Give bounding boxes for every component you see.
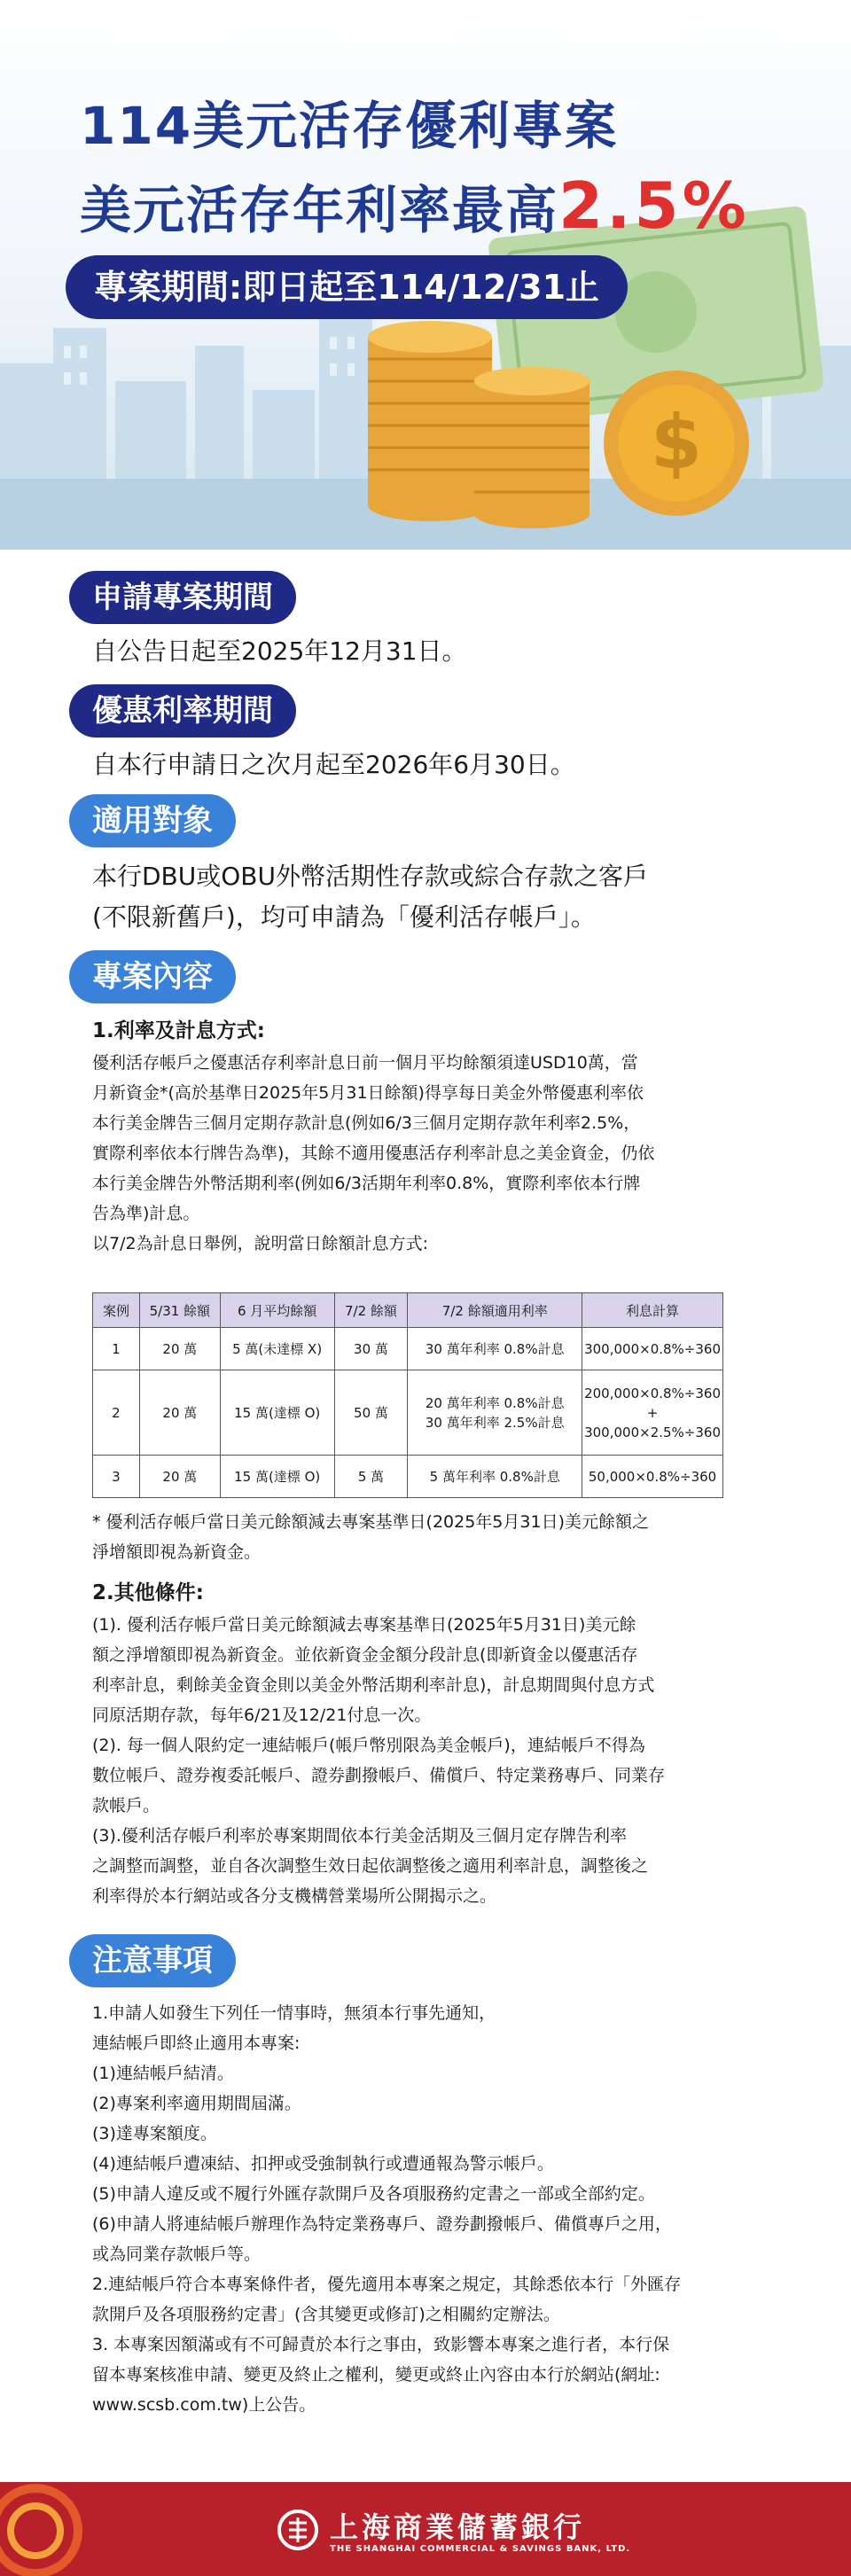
coin-stack-large	[368, 321, 492, 521]
coin-stack-small	[474, 367, 589, 528]
bank-logo-icon	[277, 2509, 319, 2551]
table-header-cell: 6 月平均餘額	[220, 1293, 334, 1328]
paragraph-line: (1). 優利活存帳戶當日美元餘額減去專案基準日(2025年5月31日)美元餘	[92, 1615, 636, 1635]
paragraph-line: 利率計息，剩餘美金資金則以美金外幣活期利率計息)，計息期間與付息方式	[92, 1675, 655, 1695]
paragraph-line: 同原活期存款，每年6/21及12/21付息一次。	[92, 1706, 432, 1725]
other-conditions-paragraph	[92, 1610, 762, 1911]
paragraph-line: 告為準)計息。	[92, 1204, 200, 1223]
paragraph-line: 以7/2為計息日舉例，說明當日餘額計息方式:	[92, 1234, 428, 1253]
notice-line: 2.連結帳戶符合本專案條件者，優先適用本專案之規定，其餘悉依本行「外匯存	[92, 2275, 682, 2294]
table-cell	[582, 1370, 723, 1456]
calc-line: 300,000×2.5%÷360	[584, 1424, 721, 1440]
table-cell: 2	[93, 1370, 140, 1456]
notice-line: (2)專案利率適用期間屆滿。	[92, 2094, 301, 2113]
section-title-apply-period: 申請專案期間	[69, 571, 296, 624]
rate-line: 20 萬年利率 0.8%計息	[425, 1394, 565, 1411]
paragraph-line: 額之淨增額即視為新資金。並依新資金金額分段計息(即新資金以優惠活存	[92, 1645, 638, 1665]
notice-line: 留本專案核准申請、變更及終止之權利，變更或終止內容由本行於網站(網址:	[92, 2365, 660, 2385]
paragraph-line: 優利活存帳戶之優惠活存利率計息日前一個月平均餘額須達USD10萬，當	[92, 1053, 638, 1073]
notice-line: (3)達專案額度。	[92, 2124, 217, 2143]
notice-line: (6)申請人將連結帳戶辦理作為特定業務專戶、證券劃撥帳戶、備償專戶之用，	[92, 2214, 672, 2234]
table-header-row	[93, 1293, 723, 1328]
notice-line: 3. 本專案因額滿或有不可歸責於本行之事由，致影響本專案之進行者，本行保	[92, 2335, 670, 2354]
table-row	[93, 1328, 723, 1370]
rate-line: 30 萬年利率 2.5%計息	[425, 1414, 565, 1431]
section-title-notice: 注意事項	[69, 1934, 236, 1987]
notice-line: 連結帳戶即終止適用本專案:	[92, 2033, 301, 2053]
notice-list	[92, 1998, 762, 2420]
hero-banner	[0, 0, 851, 550]
table-header-cell: 7/2 餘額適用利率	[408, 1293, 582, 1328]
table-cell: 1	[93, 1328, 140, 1370]
note-line: 淨增額即視為新資金。	[92, 1542, 262, 1562]
eligible-line: (不限新舊戶)，均可申請為「優利活存帳戶」。	[92, 902, 596, 932]
bank-name: 上海商業儲蓄銀行	[330, 2510, 586, 2544]
hero-highlight-rate: 2.5%	[558, 168, 750, 243]
paragraph-line: 月新資金*(高於基準日2025年5月31日餘額)得享每日美金外幣優惠利率依	[92, 1083, 644, 1103]
notice-line: (5)申請人違反或不履行外匯存款開戶及各項服務約定書之一部或全部約定。	[92, 2184, 655, 2204]
table-header-cell: 7/2 餘額	[334, 1293, 408, 1328]
apply-period-text: 自公告日起至2025年12月31日。	[92, 636, 467, 666]
interest-paragraph	[92, 1048, 762, 1259]
notice-line: 款開戶及各項服務約定書」(含其變更或修訂)之相關約定辦法。	[92, 2305, 560, 2324]
table-cell: 300,000×0.8%÷360	[582, 1328, 723, 1370]
interest-example-table	[92, 1292, 723, 1498]
table-cell: 15 萬(達標 O)	[220, 1370, 334, 1456]
table-cell: 30 萬	[334, 1328, 408, 1370]
paragraph-line: 款帳戶。	[92, 1796, 160, 1815]
eligible-line: 本行DBU或OBU外幣活期性存款或綜合存款之客戶	[92, 862, 649, 891]
paragraph-line: 之調整而調整，並自各次調整生效日起依調整後之適用利率計息，調整後之	[92, 1856, 649, 1876]
subheading-interest: 1.利率及計息方式:	[92, 1019, 265, 1042]
table-cell: 3	[93, 1456, 140, 1498]
table-cell: 50,000×0.8%÷360	[582, 1456, 723, 1498]
table-cell: 20 萬	[139, 1370, 220, 1456]
hero-title-line1: 114美元活存優利專案	[80, 96, 619, 156]
paragraph-line: 利率得於本行網站或各分支機構營業場所公開揭示之。	[92, 1886, 497, 1906]
paragraph-line: (2). 每一個人限約定一連結帳戶(帳戶幣別限為美金帳戶)，連結帳戶不得為	[92, 1736, 645, 1755]
table-cell: 30 萬年利率 0.8%計息	[408, 1328, 582, 1370]
calc-line: 200,000×0.8%÷360	[584, 1385, 721, 1401]
table-row	[93, 1456, 723, 1498]
table-cell: 5 萬(未達標 X)	[220, 1328, 334, 1370]
section-title-rate-period: 優惠利率期間	[69, 684, 296, 738]
table-cell	[408, 1370, 582, 1456]
hero-title-prefix: 美元活存年利率最高	[80, 180, 559, 240]
table-cell: 50 萬	[334, 1370, 408, 1456]
paragraph-line: 本行美金牌告三個月定期存款計息(例如6/3三個月定期存款年利率2.5%，	[92, 1113, 641, 1133]
eligible-text	[92, 856, 775, 938]
notice-line: (1)連結帳戶結清。	[92, 2064, 234, 2083]
rate-period-text: 自本行申請日之次月起至2026年6月30日。	[92, 750, 575, 779]
svg-text:$: $	[650, 399, 703, 486]
table-cell: 20 萬	[139, 1456, 220, 1498]
paragraph-line: 本行美金牌告外幣活期利率(例如6/3活期年利率0.8%，實際利率依本行牌	[92, 1174, 641, 1193]
paragraph-line: (3).優利活存帳戶利率於專案期間依本行美金活期及三個月定存牌告利率	[92, 1826, 627, 1846]
project-period-badge: 專案期間:即日起至114/12/31止	[66, 255, 628, 319]
table-row	[93, 1370, 723, 1456]
paragraph-line: 數位帳戶、證券複委託帳戶、證券劃撥帳戶、備償戶、特定業務專戶、同業存	[92, 1766, 666, 1785]
table-header-cell: 案例	[93, 1293, 140, 1328]
bank-name-english: THE SHANGHAI COMMERCIAL & SAVINGS BANK, LTD.	[330, 2544, 631, 2554]
table-cell: 5 萬年利率 0.8%計息	[408, 1456, 582, 1498]
section-title-content: 專案內容	[69, 950, 236, 1003]
notice-line: 或為同業存款帳戶等。	[92, 2244, 262, 2264]
notice-line: (4)連結帳戶遭凍結、扣押或受強制執行或遭通報為警示帳戶。	[92, 2154, 554, 2174]
footer-bar	[0, 2482, 851, 2576]
dollar-coin-icon	[604, 371, 749, 516]
paragraph-line: 實際利率依本行牌告為準)，其餘不適用優惠活存利率計息之美金資金，仍依	[92, 1144, 655, 1163]
table-cell: 20 萬	[139, 1328, 220, 1370]
notice-line: 1.申請人如發生下列任一情事時，無須本行事先通知，	[92, 2003, 496, 2023]
decorative-emblem-icon	[0, 2482, 115, 2576]
hero-title-line2	[80, 168, 750, 243]
note-line: * 優利活存帳戶當日美元餘額減去專案基準日(2025年5月31日)美元餘額之	[92, 1512, 649, 1532]
table-cell: 15 萬(達標 O)	[220, 1456, 334, 1498]
table-header-cell: 5/31 餘額	[139, 1293, 220, 1328]
section-title-eligible: 適用對象	[69, 794, 236, 847]
new-funds-note	[92, 1507, 762, 1567]
table-header-cell: 利息計算	[582, 1293, 723, 1328]
calc-plus: +	[646, 1404, 659, 1421]
notice-line: www.scsb.com.tw)上公告。	[92, 2395, 316, 2415]
table-cell: 5 萬	[334, 1456, 408, 1498]
subheading-other-conditions: 2.其他條件:	[92, 1581, 204, 1604]
